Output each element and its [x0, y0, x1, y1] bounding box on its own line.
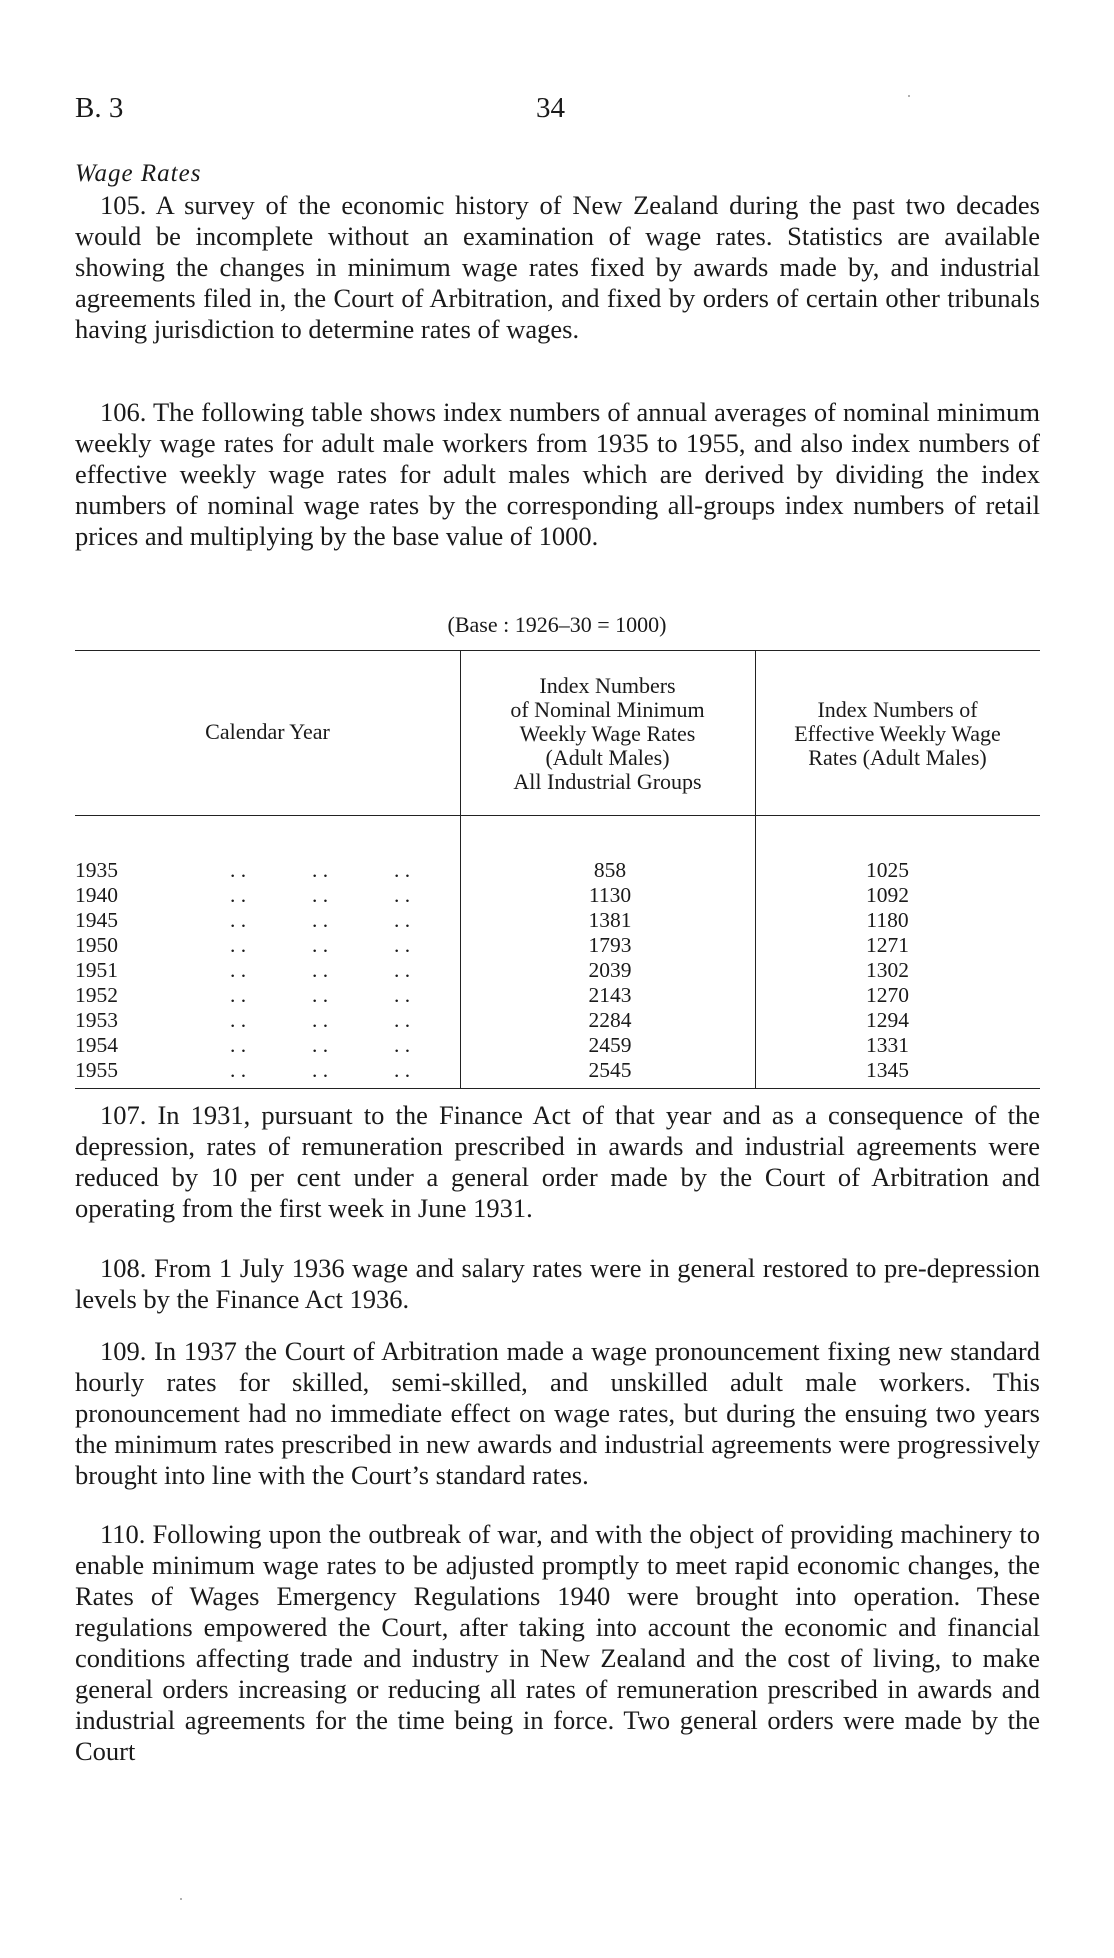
- row-effective-index: 1331: [866, 1033, 909, 1057]
- table-row: [75, 1033, 1040, 1058]
- table-row: [75, 883, 1040, 908]
- table-row: [75, 858, 1040, 883]
- table-bottom-rule: [75, 1088, 1040, 1089]
- table-header-rule: [75, 815, 1040, 816]
- row-leader-dots: . . . . . .: [230, 908, 411, 932]
- row-nominal-index: 858: [593, 858, 627, 882]
- header-line: Index Numbers of: [817, 697, 978, 722]
- scan-speck: [908, 95, 910, 97]
- row-year: 1935: [75, 858, 118, 882]
- row-nominal-index: 2039: [588, 958, 632, 982]
- table-row: [75, 983, 1040, 1008]
- row-year: 1940: [75, 883, 118, 907]
- table-body: [75, 858, 1040, 1083]
- column-header-year: Calendar Year: [205, 719, 330, 744]
- column-header-effective: [755, 698, 1040, 770]
- row-leader-dots: . . . . . .: [230, 1033, 411, 1057]
- header-line: Rates (Adult Males): [808, 745, 987, 770]
- row-leader-dots: . . . . . .: [230, 1058, 411, 1082]
- row-effective-index: 1270: [866, 983, 909, 1007]
- paragraph-108: 108. From 1 July 1936 wage and salary rates were in general restored to pre-depression levels by the Finance Act 1936.: [75, 1253, 1040, 1314]
- row-effective-index: 1294: [866, 1008, 909, 1032]
- row-year: 1945: [75, 908, 118, 932]
- row-year: 1950: [75, 933, 118, 957]
- row-nominal-index: 1793: [588, 933, 632, 957]
- paragraph-106: 106. The following table shows index numbers of annual averages of nominal minimum weekly wage rates for adult male workers from 1935 to 1955, and also index numbers of effective weekly wage rates for adult males which are derived by dividing the index numbers of nominal wage rates by the corresponding all-groups index numbers of retail prices and multiplying by the base value of 1000.: [75, 397, 1040, 551]
- row-year: 1955: [75, 1058, 118, 1082]
- header-line: of Nominal Minimum: [510, 697, 705, 722]
- header-line: All Industrial Groups: [513, 769, 702, 794]
- row-leader-dots: . . . . . .: [230, 1008, 411, 1032]
- wage-index-table: [75, 650, 1040, 1110]
- paragraph-110: 110. Following upon the outbreak of war, and with the object of providing machinery to enable minimum wage rates to be adjusted promptly to meet rapid economic changes, the Rates of Wages Emergency Regulations 1940 were brought into operation. These regulations empowered the Court, after taking into account the economic and financial conditions affecting trade and industry in New Zealand and the cost of living, to make general orders increasing or reducing all rates of remuneration prescribed in awards and industrial agreements for the time being in force. Two general orders were made by the Court: [75, 1519, 1040, 1766]
- table-base-note: (Base : 1926–30 = 1000): [447, 612, 667, 637]
- row-nominal-index: 2459: [588, 1033, 632, 1057]
- table-row: [75, 958, 1040, 983]
- row-effective-index: 1092: [866, 883, 909, 907]
- column-header-nominal: [460, 674, 755, 794]
- header-line: Effective Weekly Wage: [794, 721, 1001, 746]
- header-line: Index Numbers: [539, 673, 676, 698]
- row-year: 1953: [75, 1008, 118, 1032]
- paragraph-107: 107. In 1931, pursuant to the Finance Act of that year and as a consequence of the depression, rates of remuneration prescribed in awards and industrial agreements were reduced by 10 per cent under a general order made by the Court of Arbitration and operating from the first week in June 1931.: [75, 1100, 1040, 1223]
- row-nominal-index: 1381: [588, 908, 632, 932]
- header-line: (Adult Males): [545, 745, 670, 770]
- row-effective-index: 1302: [866, 958, 909, 982]
- page-number: 34: [536, 92, 565, 124]
- table-row: [75, 908, 1040, 933]
- row-effective-index: 1345: [866, 1058, 909, 1082]
- row-year: 1952: [75, 983, 118, 1007]
- row-leader-dots: . . . . . .: [230, 858, 411, 882]
- paragraph-105: 105. A survey of the economic history of New Zealand during the past two decades would be incomplete without an examination of wage rates. Statistics are available showing the changes in minimum wage rates fixed by awards made by, and industrial agreements filed in, the Court of Arbitration, and fixed by orders of certain other tribunals having jurisdiction to determine rates of wages.: [75, 190, 1040, 344]
- paragraph-109: 109. In 1937 the Court of Arbitration made a wage pronouncement fixing new standard hourly rates for skilled, semi-skilled, and unskilled adult male workers. This pronouncement had no immediate effect on wage rates, but during the ensuing two years the minimum rates prescribed in new awards and industrial agreements were progressively brought into line with the Court’s standard rates.: [75, 1336, 1040, 1490]
- row-leader-dots: . . . . . .: [230, 983, 411, 1007]
- scan-speck: [180, 1898, 182, 1900]
- table-row: [75, 1058, 1040, 1083]
- table-row: [75, 933, 1040, 958]
- row-nominal-index: 1130: [588, 883, 632, 907]
- section-title: Wage Rates: [75, 160, 202, 187]
- table-row: [75, 1008, 1040, 1033]
- row-year: 1954: [75, 1033, 118, 1057]
- row-effective-index: 1271: [866, 933, 909, 957]
- row-nominal-index: 2143: [588, 983, 632, 1007]
- series-code: B. 3: [75, 92, 124, 124]
- header-line: Weekly Wage Rates: [519, 721, 696, 746]
- row-leader-dots: . . . . . .: [230, 933, 411, 957]
- row-year: 1951: [75, 958, 118, 982]
- row-leader-dots: . . . . . .: [230, 883, 411, 907]
- row-effective-index: 1025: [866, 858, 909, 882]
- row-nominal-index: 2284: [588, 1008, 632, 1032]
- table-top-rule: [75, 650, 1040, 651]
- row-effective-index: 1180: [866, 908, 909, 932]
- row-leader-dots: . . . . . .: [230, 958, 411, 982]
- row-nominal-index: 2545: [588, 1058, 632, 1082]
